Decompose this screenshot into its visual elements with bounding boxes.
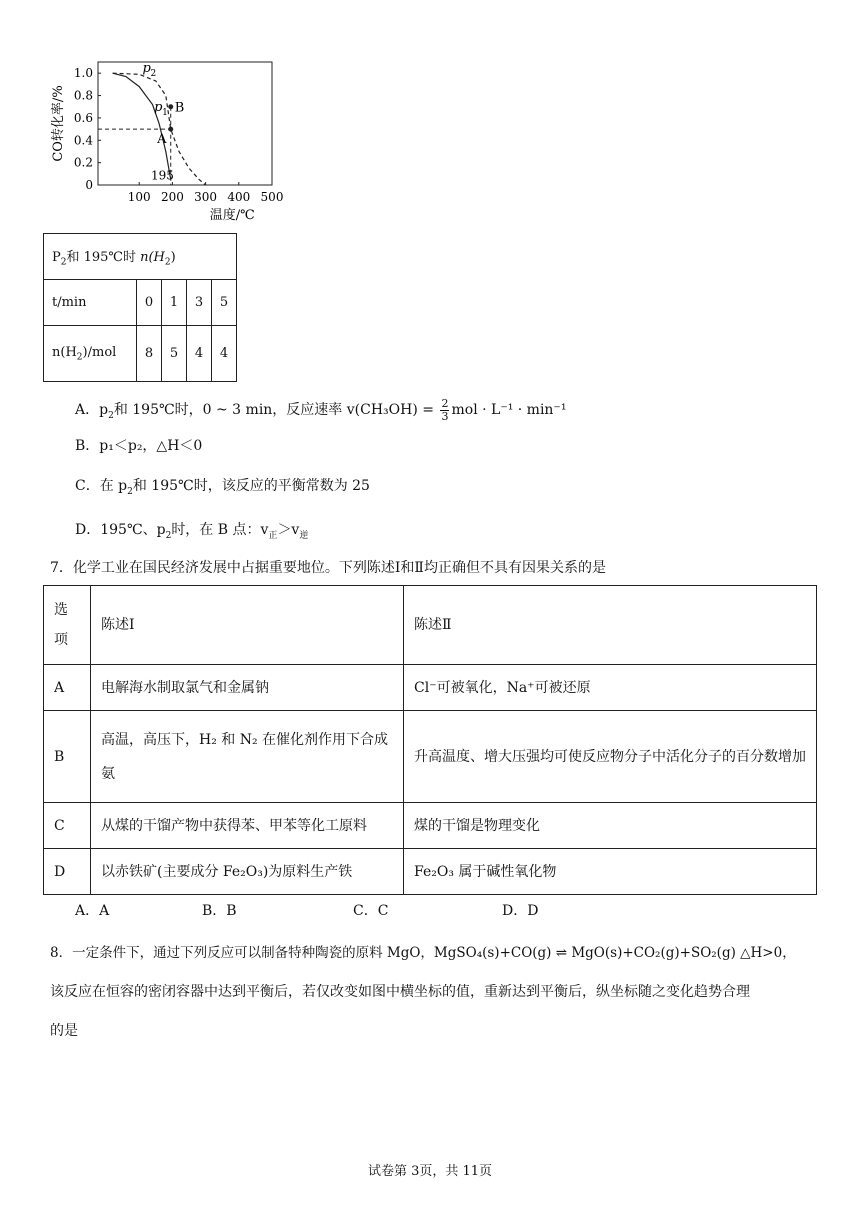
q7-row-option: D <box>44 849 91 895</box>
q6-option-b: B．p₁＜p₂，△H＜0 <box>75 438 203 454</box>
q7-row-option: B <box>44 711 91 803</box>
q7-header-option: 选项 <box>44 586 91 665</box>
point-a <box>168 127 173 132</box>
series-line-p1 <box>113 73 171 179</box>
q6-cell: 4 <box>187 326 212 382</box>
q6-cell: 1 <box>162 280 187 326</box>
q7-row-s1: 高温，高压下，H₂ 和 N₂ 在催化剂作用下合成氨 <box>91 711 404 803</box>
series-label-p2-sub: 2 <box>150 69 157 80</box>
x-tick-label: 100 <box>127 190 151 204</box>
point-b-label: B <box>174 100 185 116</box>
q6-option-c: C．在 $p_2$和 195℃时，该反应的平衡常数为 25 <box>75 478 370 497</box>
q6-cell: 5 <box>162 326 187 382</box>
page-footer: 试卷第 3页，共 11页 <box>367 1164 493 1179</box>
series-label-p2: p <box>142 61 151 77</box>
q6-cell: 4 <box>212 326 237 382</box>
y-tick-label: 0.2 <box>73 155 93 170</box>
q7-row-s1: 以赤铁矿(主要成分 Fe₂O₃)为原料生产铁 <box>91 849 404 895</box>
q7-option-c: C．C <box>353 903 389 919</box>
q6-row-time-label: t/min <box>44 280 137 326</box>
q7-header-s2: 陈述Ⅱ <box>404 586 817 665</box>
q7-row-option: A <box>44 665 91 711</box>
y-axis-label: CO转化率/% <box>51 85 66 162</box>
q7-option-b: B．B <box>202 903 237 919</box>
q8-line-1: 8．一定条件下，通过下列反应可以制备特种陶瓷的原料 MgO，MgSO₄(s)+CO(g) ⇌ MgO(s)+CO₂(g)+SO₂(g) △H>0， <box>50 945 796 961</box>
plot-frame <box>98 62 272 185</box>
q7-row-s2: Fe₂O₃ 属于碱性氧化物 <box>404 849 817 895</box>
q6-cell: 0 <box>137 280 162 326</box>
co-conversion-chart <box>40 50 300 230</box>
temperature-195-label: 195 <box>150 168 174 183</box>
q7-option-a: A．A <box>75 903 110 919</box>
point-b <box>168 104 173 109</box>
q6-row-nh2-label: $n(H_2)$/mol <box>44 326 137 382</box>
q6-cell: 8 <box>137 326 162 382</box>
q7-stem: 7．化学工业在国民经济发展中占据重要地位。下列陈述Ⅰ和Ⅱ均正确但不具有因果关系的是 <box>50 560 606 576</box>
y-tick-label: 0.6 <box>73 110 93 125</box>
q6-option-a: A．$p_2$和 195℃时，0 ~ 3 min，反应速率 v(CH₃OH) = $\frac{2}{3}$ mol · L⁻¹ · min⁻¹ <box>75 396 567 423</box>
q6-option-d: D．195℃、$p_2$时，在 B 点：$v_正>v_逆$ <box>75 522 309 541</box>
q7-table <box>43 585 817 895</box>
x-tick-label: 300 <box>194 190 218 204</box>
x-axis-label: 温度/℃ <box>209 208 255 223</box>
q7-option-d: D．D <box>502 903 539 919</box>
y-tick-label: 1.0 <box>73 66 93 81</box>
q7-row-option: C <box>44 803 91 849</box>
q7-row-s1: 电解海水制取氯气和金属钠 <box>91 665 404 711</box>
x-tick-label: 500 <box>260 190 284 204</box>
q6-cell: 3 <box>187 280 212 326</box>
q6-table-caption: $P_2$和 195℃时 $n(H_2)$ <box>44 234 237 280</box>
series-label-p1: p <box>154 100 163 116</box>
y-tick-label: 0.8 <box>73 88 93 103</box>
x-tick-label: 400 <box>227 190 251 204</box>
y-tick-label: 0.4 <box>73 133 93 148</box>
series-label-p1-sub: 1 <box>162 108 168 119</box>
q8-line-3: 的是 <box>50 1023 78 1039</box>
q7-row-s2: 煤的干馏是物理变化 <box>404 803 817 849</box>
point-a-label: A <box>157 132 167 148</box>
q8-line-2: 该反应在恒容的密闭容器中达到平衡后，若仅改变如图中横坐标的值，重新达到平衡后，纵坐标随之变化趋势合理 <box>50 984 750 1000</box>
q7-header-s1: 陈述Ⅰ <box>91 586 404 665</box>
y-tick-label: 0 <box>85 178 93 192</box>
q7-row-s2: 升高温度、增大压强均可使反应物分子中活化分子的百分数增加 <box>404 711 817 803</box>
x-tick-label: 200 <box>160 190 184 204</box>
q7-row-s2: Cl⁻可被氧化，Na⁺可被还原 <box>404 665 817 711</box>
q6-table <box>43 233 237 382</box>
q7-row-s1: 从煤的干馏产物中获得苯、甲苯等化工原料 <box>91 803 404 849</box>
q6-cell: 5 <box>212 280 237 326</box>
fraction: $\frac{2}{3}$ <box>441 396 449 423</box>
